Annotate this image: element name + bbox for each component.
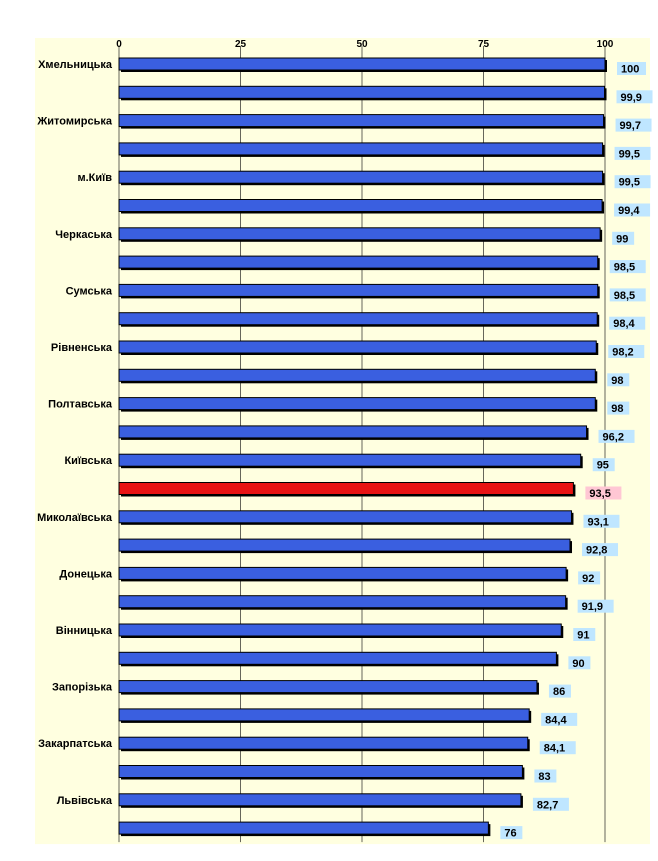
bar <box>119 681 537 693</box>
bar <box>119 58 605 70</box>
bar <box>119 313 597 325</box>
bar <box>119 539 570 551</box>
x-tick-label: 100 <box>596 39 614 50</box>
value-label: 90 <box>572 657 585 670</box>
bar <box>119 794 521 806</box>
value-label: 93,1 <box>587 516 609 529</box>
value-label: 91 <box>577 629 590 642</box>
bar <box>119 171 603 183</box>
bar <box>119 228 600 240</box>
value-label: 96,2 <box>602 431 624 444</box>
value-label: 100 <box>621 63 640 76</box>
value-label: 84,4 <box>545 714 567 727</box>
value-label: 83 <box>538 771 551 783</box>
value-label: 98,5 <box>613 289 636 302</box>
x-tick-label: 0 <box>116 39 122 50</box>
value-label: 82,7 <box>536 799 559 812</box>
bar <box>119 86 605 98</box>
bar <box>119 596 566 608</box>
value-label: 99 <box>616 233 629 246</box>
value-label: 93,5 <box>589 488 611 500</box>
category-label: Вінницька <box>55 625 112 637</box>
bar <box>119 341 596 353</box>
bar <box>119 143 603 155</box>
value-label: 99,7 <box>619 120 641 133</box>
category-label: Житомирська <box>37 115 112 128</box>
value-label: 84,1 <box>543 742 566 755</box>
bar <box>119 398 595 410</box>
bar <box>119 737 528 749</box>
x-tick-label: 25 <box>234 39 247 50</box>
value-label: 98,2 <box>612 346 634 359</box>
category-label: м.Київ <box>77 172 112 185</box>
value-label: 99,4 <box>618 205 640 217</box>
bar <box>119 426 587 438</box>
bar <box>119 115 604 127</box>
bar <box>119 511 571 523</box>
bar <box>119 709 529 721</box>
value-label: 99,5 <box>618 176 640 189</box>
x-tick-label: 50 <box>356 39 368 50</box>
bar <box>119 369 595 381</box>
bar-highlight <box>119 483 573 495</box>
value-label: 98 <box>611 403 624 416</box>
bar <box>119 454 581 466</box>
bar <box>119 284 598 296</box>
value-label: 91,9 <box>581 601 604 614</box>
value-label: 86 <box>552 686 566 699</box>
bar <box>119 200 602 212</box>
value-label: 98,4 <box>613 318 635 331</box>
value-label: 95 <box>596 459 609 472</box>
value-label: 99,5 <box>618 148 640 161</box>
bar <box>119 567 566 579</box>
x-tick-label: 75 <box>477 39 490 50</box>
category-label: Полтавська <box>48 398 112 411</box>
value-label: 92 <box>582 572 595 585</box>
bar <box>119 652 556 664</box>
category-label: Черкаська <box>55 228 112 241</box>
value-label: 92,8 <box>586 544 608 557</box>
category-label: Сумська <box>65 285 112 298</box>
bar <box>119 256 598 268</box>
category-label: Миколаївська <box>37 511 112 524</box>
bar <box>119 822 488 834</box>
category-label: Київська <box>64 455 112 468</box>
value-label: 98,5 <box>613 261 636 274</box>
category-label: Запорізька <box>51 681 112 694</box>
category-label: Рівненська <box>50 342 112 354</box>
category-label: Хмельницька <box>38 59 112 71</box>
value-label: 99,9 <box>620 91 642 104</box>
category-label: Закарпатська <box>38 738 112 751</box>
category-label: Львівська <box>56 794 112 807</box>
bar <box>119 766 522 778</box>
value-label: 76 <box>504 827 517 840</box>
category-label: Донецька <box>59 568 112 581</box>
bar <box>119 624 561 636</box>
value-label: 98 <box>611 374 624 387</box>
